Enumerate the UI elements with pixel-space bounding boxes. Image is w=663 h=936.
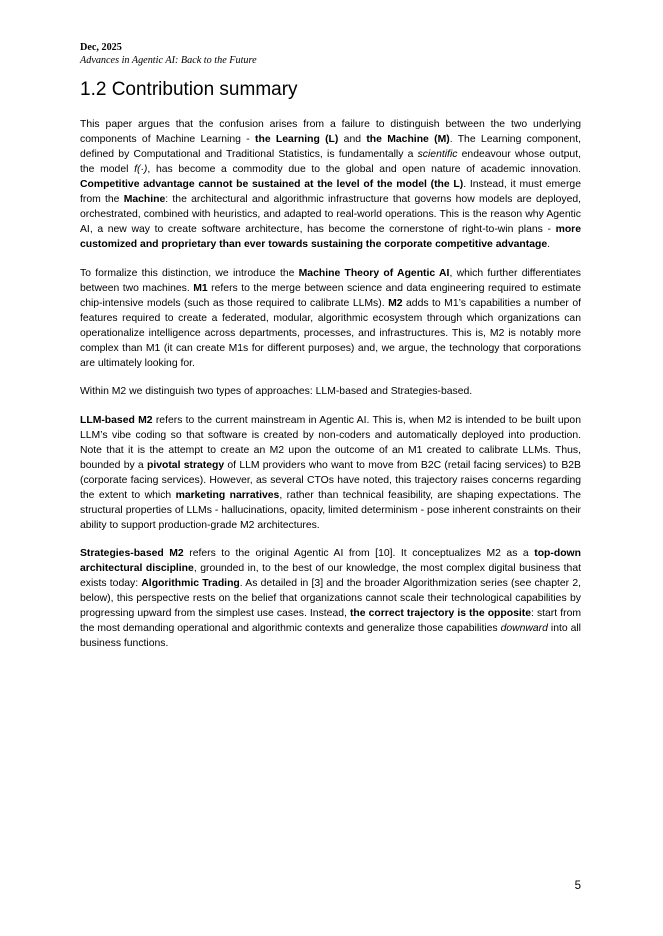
text-span: and [338, 134, 367, 145]
bold-term-learning: the Learning (L) [255, 134, 339, 145]
text-span: , rather than technical feasibility, are shaping expectations. The structural properties of LLMs - hallucinations, opacity, limited determinism - pose inherent constraints on their ability to support production-grade M2 architectures. [80, 489, 581, 531]
italic-term-downward: downward [500, 623, 548, 634]
text-span: refers to the merge between science and data engineering required to estimate chip-intensive models (such as those required to calibrate LLMs). [80, 282, 581, 309]
page-number: 5 [574, 880, 581, 892]
bold-claim-customized: more customized and proprietary than ever towards sustaining the corporate competitive advantage [80, 224, 581, 250]
text-span: . As detailed in [3] and the broader Algorithmization series (see chapter 2, below), this perspective rests on the belief that organizations cannot scale their technological capabilities by progressing upward from the simplest use cases. Instead, [80, 578, 581, 619]
text-span: refers to the original Agentic AI from [10]. It conceptualizes M2 as a [183, 548, 535, 559]
bold-term-m2: M2 [388, 297, 403, 309]
running-header-date: Dec, 2025 [80, 42, 122, 53]
paragraph-strategies-based [80, 546, 581, 651]
text-span: , grounded in, to the best of our knowledge, the most complex digital business that exists today: [80, 563, 581, 589]
section-heading: 1.2 Contribution summary [80, 79, 298, 100]
bold-claim-competitive-advantage: Competitive advantage cannot be sustained at the level of the model (the L) [80, 179, 464, 190]
bold-term-pivotal-strategy: pivotal strategy [146, 459, 225, 471]
running-header-title: Advances in Agentic AI: Back to the Future [80, 55, 257, 66]
bold-claim-correct-trajectory: the correct trajectory is the opposite [349, 608, 531, 619]
text-span: To formalize this distinction, we introduce the [80, 267, 299, 279]
text-span: . The Learning component, defined by Computational and Traditional Statistics, is fundamentally a [80, 134, 581, 160]
italic-term-scientific: scientific [417, 149, 458, 160]
bold-term-strategies-based-m2: Strategies-based M2 [80, 548, 184, 559]
bold-term-m1: M1 [193, 282, 208, 294]
bold-term-algorithmic-trading: Algorithmic Trading [141, 578, 240, 589]
text-span: : the architectural and algorithmic infrastructure that governs how models are deployed, orchestrated, combined with heuristics, and adapted to real-world operations. This is the reason why Agentic AI, a new way to create software architecture, has become the cornerstone of right-to-win plans - [80, 194, 582, 235]
text-span: . Instead, it must emerge from the [80, 179, 581, 205]
paragraph-contribution-argument [80, 117, 581, 252]
bold-term-top-down: top-down architectural discipline [80, 548, 581, 574]
text-span: . [547, 239, 551, 250]
paragraph-approaches [80, 384, 581, 399]
section-body [80, 117, 581, 665]
italic-term-model: f(·) [134, 164, 148, 175]
text-span: of LLM providers who want to move from B2C (retail facing services) to B2B (corporate facing services). However, as several CTOs have noted, this trajectory raises concerns regarding the extent to which [80, 459, 581, 501]
bold-term-machine: the Machine (M) [366, 134, 450, 145]
text-span: Within M2 we distinguish two types of approaches: LLM-based and Strategies-based. [80, 386, 473, 397]
text-span: This paper argues that the confusion arises from a failure to distinguish between the two underlying components of Machine Learning - [80, 119, 581, 145]
text-span: into all business functions. [80, 623, 581, 649]
bold-term-machine-theory: Machine Theory of Agentic AI [298, 267, 450, 279]
text-span: refers to the current mainstream in Agentic AI. This is, when M2 is intended to be built upon LLM’s vibe coding so that software is created by non-coders and automatically deployed into production. Note that it is the attempt to create an M2 upon the outcome of an M1 created to calibrate LLMs. Thus, bounded by a [80, 414, 581, 471]
paragraph-machine-theory [80, 266, 581, 371]
text-span: , which further differentiates between two machines. [80, 267, 581, 294]
text-span: , has become a commodity due to the global and open nature of academic innovation. [147, 164, 581, 175]
bold-term-llm-based-m2: LLM-based M2 [80, 414, 153, 426]
text-span: : start from the most demanding operational and algorithmic contexts and generalize those capabilities [80, 608, 581, 634]
text-span: adds to M1’s capabilities a number of features required to create a federated, modular, algorithmic ecosystem through which organizations can operationalize intelligence across departments, processes, and infrastructures. This is, M2 is notably more complex than M1 (it can create M1s for different purposes) and, we argue, the technology that corporations are ultimately looking for. [80, 297, 581, 369]
bold-term-machine-2: Machine [123, 194, 166, 205]
bold-term-marketing-narratives: marketing narratives [175, 489, 280, 501]
text-span: endeavour whose output, the model [80, 149, 581, 175]
paragraph-llm-based [80, 413, 581, 533]
